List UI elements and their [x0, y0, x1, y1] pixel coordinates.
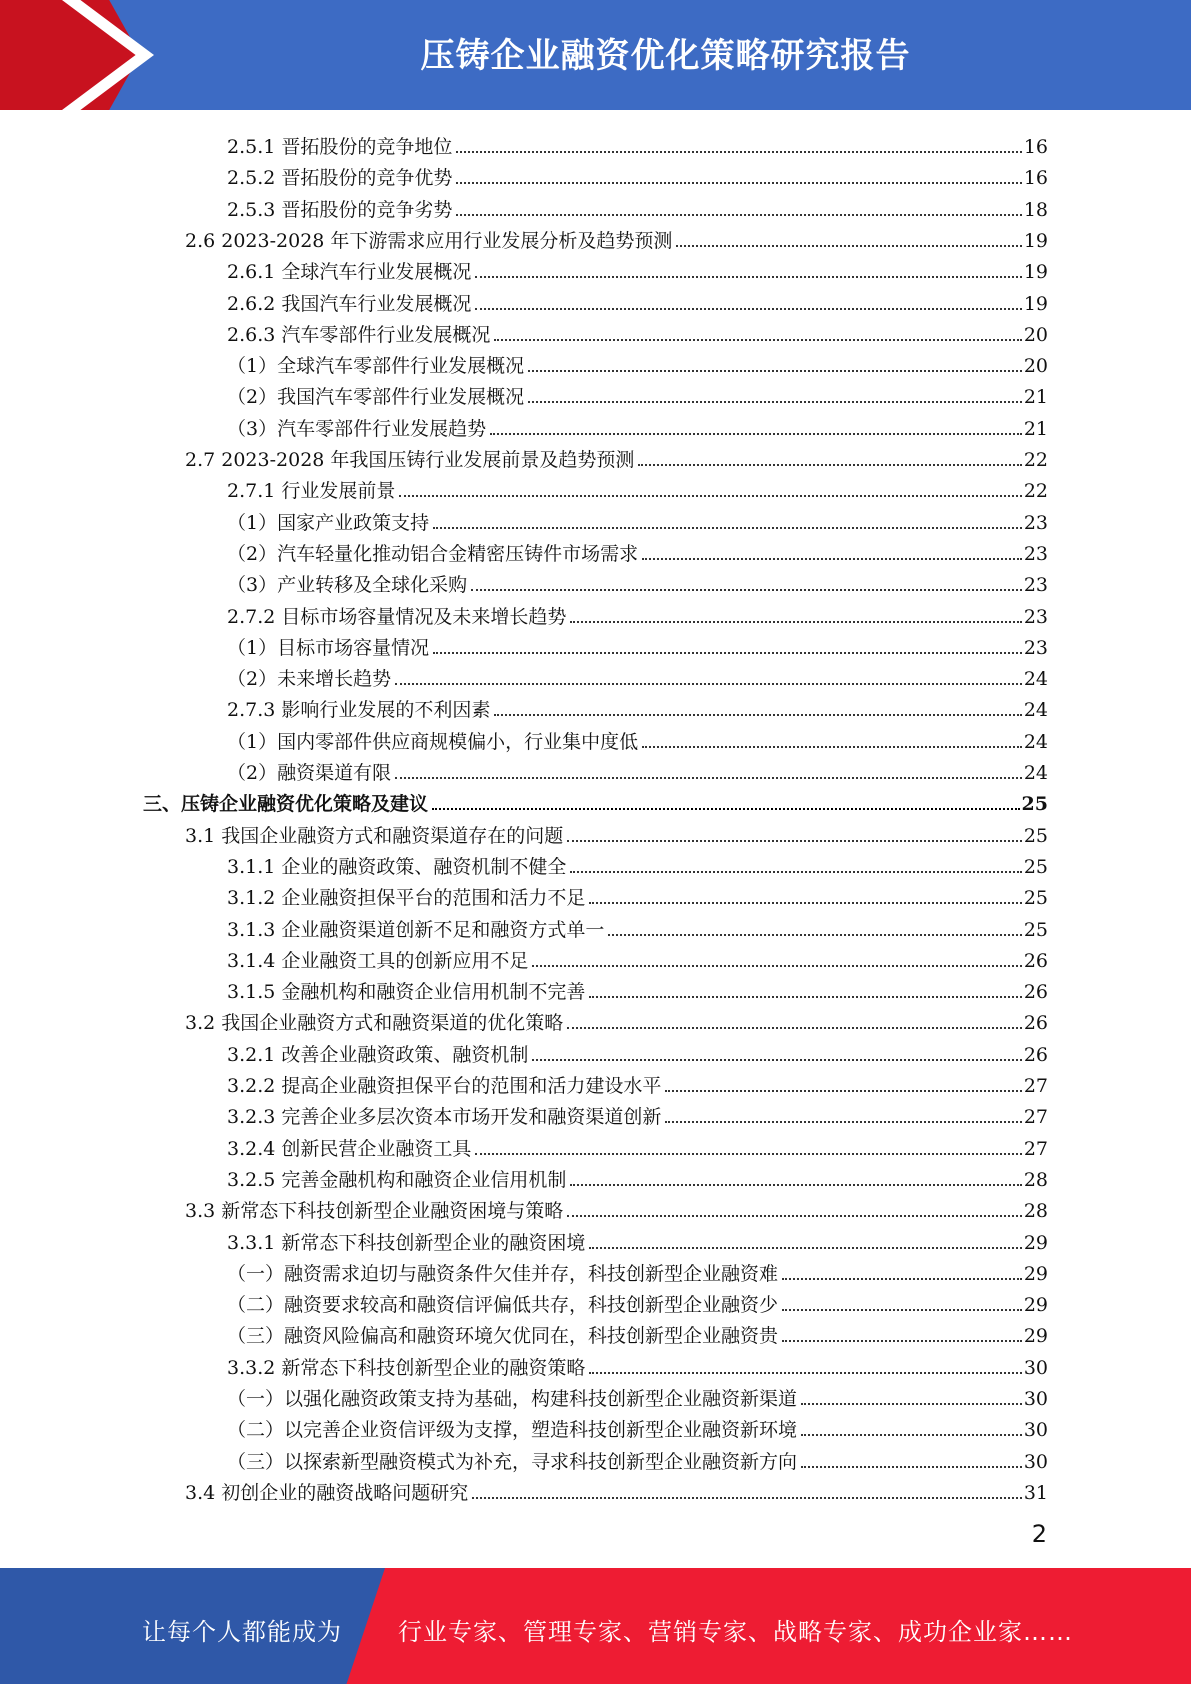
toc-entry-page: 23 — [1023, 605, 1048, 628]
dot-leader — [472, 1497, 1022, 1499]
toc-entry-page: 24 — [1023, 668, 1048, 691]
dot-leader — [570, 871, 1021, 873]
toc-entry-label: 3.3 新常态下科技创新型企业融资困境与策略 — [185, 1200, 564, 1223]
toc-entry[interactable] — [227, 1098, 1048, 1128]
toc-entry-label: （3）产业转移及全球化采购 — [227, 574, 468, 597]
toc-entry-page: 29 — [1023, 1231, 1048, 1254]
toc-entry-page: 23 — [1023, 511, 1048, 534]
dot-leader — [676, 245, 1021, 247]
toc-entry-label: （2）汽车轻量化推动铝合金精密压铸件市场需求 — [227, 542, 639, 565]
dot-leader — [532, 965, 1021, 967]
toc-entry-page: 25 — [1021, 793, 1048, 816]
toc-entry[interactable] — [227, 410, 1048, 440]
toc-entry-label: 3.2.1 改善企业融资政策、融资机制 — [227, 1043, 529, 1066]
dot-leader — [638, 464, 1021, 466]
toc-entry[interactable] — [227, 1443, 1048, 1473]
toc-entry-label: 3.2.4 创新民营企业融资工具 — [227, 1137, 472, 1160]
toc-entry-page: 25 — [1023, 855, 1048, 878]
dot-leader — [801, 1403, 1022, 1405]
toc-entry[interactable] — [227, 378, 1048, 408]
toc-entry[interactable] — [227, 1317, 1048, 1347]
toc-entry-page: 26 — [1023, 949, 1048, 972]
dot-leader — [782, 1340, 1022, 1342]
toc-entry-page: 30 — [1023, 1388, 1048, 1410]
toc-entry[interactable] — [227, 598, 1048, 628]
toc-entry-label: 2.6.2 我国汽车行业发展概况 — [227, 292, 472, 315]
toc-entry-label: （1）全球汽车零部件行业发展概况 — [227, 355, 525, 378]
toc-entry-label: 3.3.1 新常态下科技创新型企业的融资困境 — [227, 1231, 586, 1254]
toc-entry-page: 30 — [1023, 1450, 1048, 1473]
toc-entry[interactable] — [227, 629, 1048, 659]
toc-entry-page: 19 — [1023, 292, 1048, 315]
toc-entry[interactable] — [227, 347, 1048, 377]
toc-entry-page: 29 — [1023, 1262, 1048, 1285]
toc-entry-label: （一）以强化融资政策支持为基础，构建科技创新型企业融资新渠道 — [227, 1388, 798, 1410]
dot-leader — [642, 558, 1022, 560]
toc-entry[interactable] — [227, 128, 1048, 158]
toc-entry-label: （三）融资风险偏高和融资环境欠优同在，科技创新型企业融资贵 — [227, 1325, 779, 1348]
toc-entry-page: 29 — [1023, 1294, 1048, 1317]
dot-leader — [782, 1278, 1022, 1280]
toc-entry-label: （二）以完善企业资信评级为支撑，塑造科技创新型企业融资新环境 — [227, 1419, 798, 1442]
toc-entry[interactable] — [227, 1286, 1048, 1316]
toc-entry-page: 27 — [1023, 1137, 1048, 1160]
toc-entry[interactable] — [227, 1380, 1048, 1410]
dot-leader — [782, 1309, 1022, 1311]
toc-entry-label: 2.5.3 晋拓股份的竞争劣势 — [227, 198, 453, 221]
dot-leader — [801, 1434, 1022, 1436]
toc-entry-page: 25 — [1023, 887, 1048, 910]
toc-entry[interactable] — [227, 1411, 1048, 1441]
toc-entry-label: 3.1.1 企业的融资政策、融资机制不健全 — [227, 855, 567, 878]
toc-entry-label: 2.5.1 晋拓股份的竞争地位 — [227, 136, 453, 158]
toc-entry[interactable] — [227, 1161, 1048, 1191]
toc-entry-label: （三）以探索新型融资模式为补充，寻求科技创新型企业融资新方向 — [227, 1450, 798, 1473]
toc-entry-page: 27 — [1023, 1075, 1048, 1097]
dot-leader — [570, 1184, 1021, 1186]
toc-entry-label: 2.7 2023-2028 年我国压铸行业发展前景及趋势预测 — [185, 449, 635, 471]
toc-entry-label: 3.1.3 企业融资渠道创新不足和融资方式单一 — [227, 918, 605, 941]
toc-entry-label: 3.2.2 提高企业融资担保平台的范围和活力建设水平 — [227, 1075, 662, 1097]
toc-entry-label: 三、压铸企业融资优化策略及建议 — [143, 793, 429, 816]
toc-entry-label: 3.3.2 新常态下科技创新型企业的融资策略 — [227, 1356, 586, 1379]
toc-entry[interactable] — [227, 566, 1048, 596]
dot-leader — [589, 902, 1021, 904]
toc-entry-page: 24 — [1023, 699, 1048, 722]
toc-entry[interactable] — [185, 817, 1048, 847]
toc-entry[interactable] — [227, 723, 1048, 753]
dot-leader — [475, 276, 1021, 278]
toc-entry-page: 20 — [1023, 355, 1048, 378]
dot-leader — [528, 401, 1022, 403]
toc-entry[interactable] — [227, 1130, 1048, 1160]
toc-entry-page: 25 — [1023, 918, 1048, 941]
footer-slogan-left: 让每个人都能成为 — [142, 1618, 342, 1646]
toc-entry[interactable] — [227, 191, 1048, 221]
toc-entry-page: 26 — [1023, 1012, 1048, 1035]
toc-entry[interactable] — [143, 785, 1048, 815]
dot-leader — [567, 840, 1022, 842]
toc-entry[interactable] — [185, 1004, 1048, 1034]
toc-entry-label: （一）融资需求迫切与融资条件欠佳并存，科技创新型企业融资难 — [227, 1262, 779, 1285]
toc-entry-page: 19 — [1023, 229, 1048, 252]
toc-entry-label: （1）国家产业政策支持 — [227, 511, 430, 534]
toc-entry[interactable] — [185, 222, 1048, 252]
toc-entry-page: 28 — [1023, 1200, 1048, 1223]
header-red-band — [0, 0, 140, 110]
toc-entry-label: 3.2 我国企业融资方式和融资渠道的优化策略 — [185, 1012, 564, 1035]
dot-leader — [532, 1059, 1021, 1061]
toc-entry[interactable] — [227, 1349, 1048, 1379]
dot-leader — [642, 746, 1022, 748]
toc-entry-page: 29 — [1023, 1325, 1048, 1348]
toc-entry[interactable] — [227, 879, 1048, 909]
toc-entry[interactable] — [227, 1255, 1048, 1285]
toc-entry-page: 23 — [1023, 574, 1048, 597]
dot-leader — [494, 339, 1021, 341]
toc-entry-page: 20 — [1023, 323, 1048, 346]
dot-leader — [433, 652, 1022, 654]
toc-entry[interactable] — [227, 1036, 1048, 1066]
toc-entry-label: （2）我国汽车零部件行业发展概况 — [227, 386, 525, 409]
toc-entry[interactable] — [185, 1192, 1048, 1222]
toc-entry[interactable] — [227, 285, 1048, 315]
toc-entry[interactable] — [185, 441, 1048, 471]
dot-leader — [570, 621, 1021, 623]
toc-entry-label: 3.1 我国企业融资方式和融资渠道存在的问题 — [185, 824, 564, 847]
toc-entry[interactable] — [227, 660, 1048, 690]
toc-entry-page: 26 — [1023, 1043, 1048, 1066]
dot-leader — [399, 495, 1021, 497]
toc-entry-page: 26 — [1023, 981, 1048, 1004]
toc-entry-page: 21 — [1023, 417, 1048, 440]
dot-leader — [665, 1090, 1021, 1092]
toc-entry-label: 2.7.1 行业发展前景 — [227, 480, 396, 503]
dot-leader — [494, 714, 1021, 716]
toc-entry-page: 25 — [1023, 824, 1048, 847]
dot-leader — [433, 527, 1022, 529]
dot-leader — [490, 433, 1022, 435]
toc-entry-label: 3.1.5 金融机构和融资企业信用机制不完善 — [227, 981, 586, 1004]
dot-leader — [589, 1247, 1021, 1249]
dot-leader — [608, 934, 1021, 936]
toc-entry[interactable] — [227, 159, 1048, 189]
toc-entry-label: 2.6 2023-2028 年下游需求应用行业发展分析及趋势预测 — [185, 229, 673, 252]
toc-entry-page: 23 — [1023, 636, 1048, 659]
toc-entry[interactable] — [227, 535, 1048, 565]
toc-entry-page: 30 — [1023, 1419, 1048, 1442]
toc-entry[interactable] — [227, 1067, 1048, 1097]
toc-entry-page: 22 — [1023, 480, 1048, 503]
toc-entry[interactable] — [227, 316, 1048, 346]
dot-leader — [589, 996, 1021, 998]
footer-slogan-right: 行业专家、管理专家、营销专家、战略专家、成功企业家…… — [398, 1618, 1073, 1646]
toc-entry-label: （二）融资要求较高和融资信评偏低共存，科技创新型企业融资少 — [227, 1294, 779, 1317]
dot-leader — [528, 370, 1022, 372]
toc-entry-label: 3.4 初创企业的融资战略问题研究 — [185, 1481, 469, 1504]
toc-entry[interactable] — [227, 942, 1048, 972]
dot-leader — [589, 1372, 1021, 1374]
toc-entry-label: 2.7.3 影响行业发展的不利因素 — [227, 699, 491, 722]
report-title: 压铸企业融资优化策略研究报告 — [420, 36, 911, 76]
toc-entry-label: （1）目标市场容量情况 — [227, 636, 430, 659]
toc-entry-label: （3）汽车零部件行业发展趋势 — [227, 417, 487, 440]
toc-entry[interactable] — [227, 472, 1048, 502]
toc-entry[interactable] — [227, 754, 1048, 784]
dot-leader — [395, 777, 1022, 779]
toc-entry-label: 2.7.2 目标市场容量情况及未来增长趋势 — [227, 605, 567, 628]
toc-entry-label: 3.1.4 企业融资工具的创新应用不足 — [227, 949, 529, 972]
toc-entry[interactable] — [227, 973, 1048, 1003]
toc-entry[interactable] — [227, 504, 1048, 534]
toc-entry-label: 2.6.1 全球汽车行业发展概况 — [227, 261, 472, 284]
toc-entry-label: （2）未来增长趋势 — [227, 668, 392, 691]
toc-entry-label: （2）融资渠道有限 — [227, 762, 392, 784]
toc-entry-page: 31 — [1023, 1481, 1048, 1504]
dot-leader — [432, 808, 1020, 810]
dot-leader — [471, 589, 1022, 591]
dot-leader — [665, 1121, 1021, 1123]
dot-leader — [475, 308, 1021, 310]
toc-entry-page: 16 — [1023, 136, 1048, 158]
toc-entry[interactable] — [227, 848, 1048, 878]
toc-entry-page: 21 — [1023, 386, 1048, 409]
toc-entry-page: 24 — [1023, 762, 1048, 784]
toc-entry-page: 16 — [1023, 167, 1048, 190]
toc-entry-page: 24 — [1023, 730, 1048, 753]
dot-leader — [456, 214, 1021, 216]
toc-entry-page: 23 — [1023, 542, 1048, 565]
toc-entry-page: 30 — [1023, 1356, 1048, 1379]
toc-entry-page: 19 — [1023, 261, 1048, 284]
toc-entry-label: （1）国内零部件供应商规模偏小，行业集中度低 — [227, 730, 639, 753]
toc-entry[interactable] — [227, 911, 1048, 941]
dot-leader — [475, 1153, 1021, 1155]
toc-entry-page: 28 — [1023, 1168, 1048, 1191]
toc-entry[interactable] — [227, 691, 1048, 721]
toc-entry-label: 3.1.2 企业融资担保平台的范围和活力不足 — [227, 887, 586, 910]
page-number: 2 — [1031, 1520, 1047, 1548]
page-header — [0, 0, 1191, 110]
page-footer — [0, 1568, 1191, 1684]
dot-leader — [395, 683, 1022, 685]
dot-leader — [567, 1027, 1022, 1029]
toc-entry-page: 22 — [1023, 449, 1048, 471]
toc-entry[interactable] — [227, 253, 1048, 283]
toc-entry[interactable] — [185, 1474, 1048, 1504]
dot-leader — [567, 1215, 1022, 1217]
dot-leader — [456, 151, 1021, 153]
toc-entry[interactable] — [227, 1224, 1048, 1254]
dot-leader — [801, 1466, 1022, 1468]
dot-leader — [456, 182, 1021, 184]
toc-entry-label: 2.6.3 汽车零部件行业发展概况 — [227, 323, 491, 346]
toc-entry-label: 3.2.3 完善企业多层次资本市场开发和融资渠道创新 — [227, 1106, 662, 1129]
toc-entry-label: 2.5.2 晋拓股份的竞争优势 — [227, 167, 453, 190]
toc-entry-label: 3.2.5 完善金融机构和融资企业信用机制 — [227, 1168, 567, 1191]
toc-entry-page: 18 — [1023, 198, 1048, 221]
toc-entry-page: 27 — [1023, 1106, 1048, 1129]
